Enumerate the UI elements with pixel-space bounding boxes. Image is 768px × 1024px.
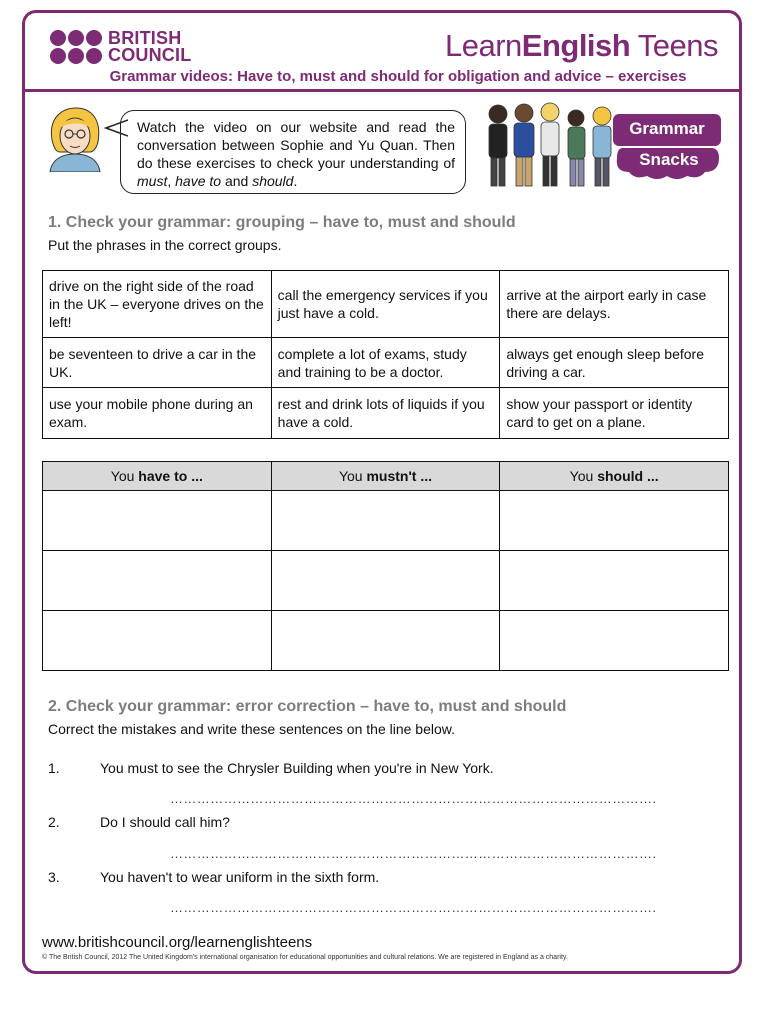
footer-note: © The British Council, 2012 The United Kingdom's international organisation for educational opportunities and cultural relations. We are registered in England as a charity. (42, 954, 568, 961)
footer-url[interactable]: www.britishcouncil.org/learnenglishteens (42, 934, 313, 951)
groups-table (42, 461, 729, 671)
item-number: 2. (48, 814, 60, 830)
header-have-to: You have to ... (43, 462, 272, 491)
answer-cell[interactable] (271, 551, 500, 611)
section2-instruction: Correct the mistakes and write these sentences on the line below. (48, 721, 455, 737)
list-item (48, 814, 230, 830)
sophie-avatar-icon (46, 106, 104, 172)
item-sentence: Do I should call him? (100, 814, 230, 830)
list-item (48, 760, 494, 776)
grammar-badge-label: Grammar (629, 119, 705, 138)
section1-title: 1. Check your grammar: grouping – have to, must and should (48, 214, 516, 231)
header-should: You should ... (500, 462, 729, 491)
bc-logo-line2: COUNCIL (108, 45, 192, 65)
item-number: 3. (48, 869, 60, 885)
answer-line[interactable]: ………………………………………………………………………………………………. (170, 900, 657, 915)
table-row (43, 271, 729, 338)
item-sentence: You haven't to wear uniform in the sixth form. (100, 869, 380, 885)
answer-cell[interactable] (500, 491, 729, 551)
answer-cell[interactable] (271, 491, 500, 551)
answer-cell[interactable] (43, 491, 272, 551)
bc-logo-line1: BRITISH (108, 28, 182, 48)
characters-group-icon (484, 100, 624, 188)
list-item (48, 869, 379, 885)
intro-speech-bubble: Watch the video on our website and read the conversation between Sophie and Yu Quan. Then do these exercises to check your understanding of must, have to and should. (120, 110, 466, 194)
section1-instruction: Put the phrases in the correct groups. (48, 237, 282, 253)
answer-cell[interactable] (500, 551, 729, 611)
answer-cell[interactable] (271, 611, 500, 671)
british-council-logo (50, 30, 191, 64)
page-subtitle: Grammar videos: Have to, must and should for obligation and advice – exercises (109, 68, 687, 85)
table-header-row (43, 462, 729, 491)
phrase-cell: always get enough sleep before driving a car. (500, 338, 729, 388)
answer-cell[interactable] (500, 611, 729, 671)
phrase-cell: complete a lot of exams, study and training to be a doctor. (271, 338, 500, 388)
table-row (43, 338, 729, 388)
answer-cell[interactable] (43, 551, 272, 611)
phrase-cell: rest and drink lots of liquids if you have a cold. (271, 388, 500, 439)
answer-line[interactable]: ………………………………………………………………………………………………. (170, 791, 657, 806)
table-row (43, 611, 729, 671)
section2-title: 2. Check your grammar: error correction – have to, must and should (48, 698, 567, 715)
phrase-cell: show your passport or identity card to get on a plane. (500, 388, 729, 439)
table-row (43, 491, 729, 551)
phrase-cell: arrive at the airport early in case there are delays. (500, 271, 729, 338)
learnenglish-teens-logo: LearnEnglish Teens (444, 28, 718, 63)
table-row (43, 388, 729, 439)
bc-dots-icon (50, 30, 102, 64)
phrases-table (42, 270, 729, 439)
table-row (43, 551, 729, 611)
header-mustnt: You mustn't ... (271, 462, 500, 491)
header-rule (22, 89, 742, 92)
phrase-cell: call the emergency services if you just have a cold. (271, 271, 500, 338)
item-number: 1. (48, 760, 60, 776)
phrase-cell: drive on the right side of the road in the UK – everyone drives on the left! (43, 271, 272, 338)
phrase-cell: be seventeen to drive a car in the UK. (43, 338, 272, 388)
snacks-badge-label: Snacks (639, 150, 699, 169)
answer-line[interactable]: ………………………………………………………………………………………………. (170, 846, 657, 861)
item-sentence: You must to see the Chrysler Building when you're in New York. (100, 760, 494, 776)
answer-cell[interactable] (43, 611, 272, 671)
phrase-cell: use your mobile phone during an exam. (43, 388, 272, 439)
